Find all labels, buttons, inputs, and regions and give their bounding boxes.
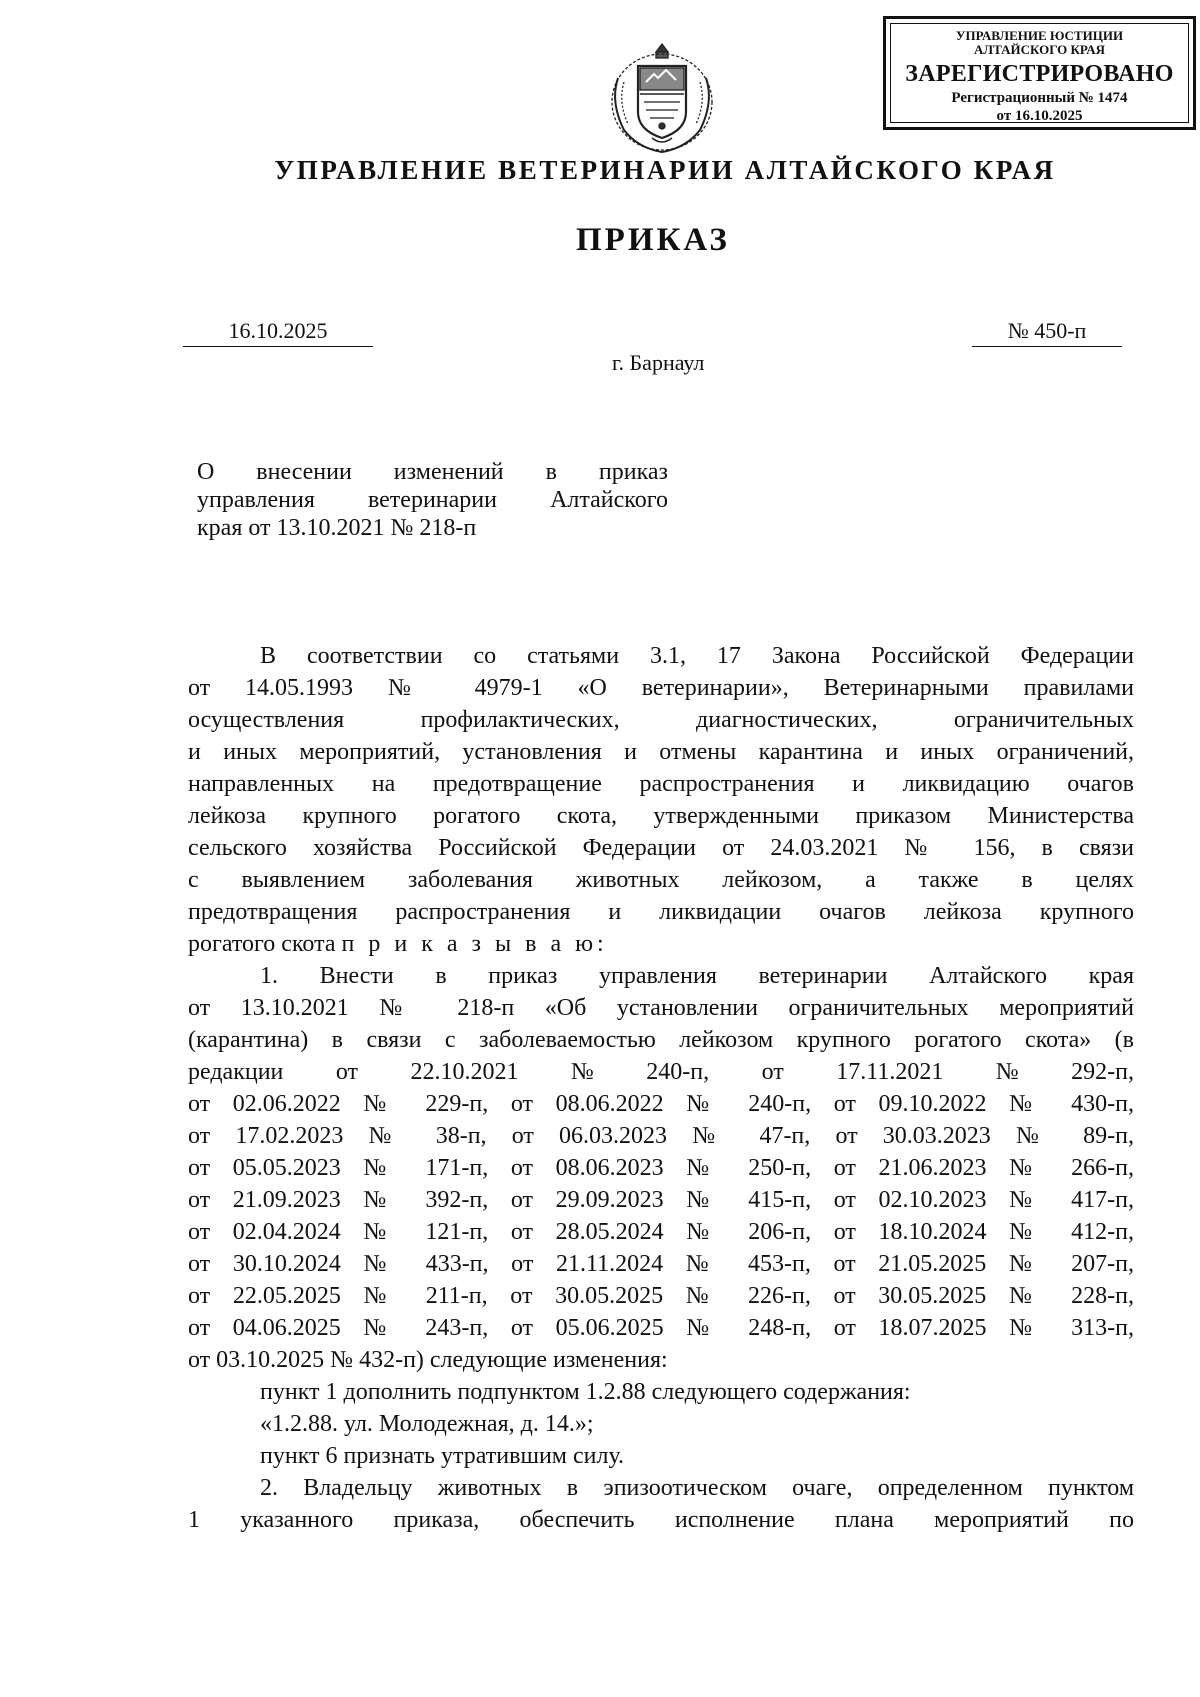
document-city: г. Барнаул [612, 350, 705, 375]
item2-line: 2. Владельцу животных в эпизоотическом очаге, определенном пунктом [260, 1475, 1134, 1501]
item1-redaction-line [188, 1056, 1134, 1088]
subject-line: управления ветеринарии Алтайского [197, 487, 668, 513]
document-number: № 450-п [972, 318, 1122, 347]
preamble-line: лейкоза крупного рогатого скота, утвержденными приказом Министерства [188, 803, 1134, 829]
redaction-token: 17.11.2021 [836, 1059, 944, 1085]
item2-line: 1 указанного приказа, обеспечить исполнение плана мероприятий по [188, 1507, 1134, 1533]
preamble-line: и иных мероприятий, установления и отмены карантина и иных ограничений, [188, 739, 1134, 765]
amendment-list-line: от 02.04.2024 № 121-п, от 28.05.2024 № 206-п, от 18.10.2024 № 412-п, [188, 1219, 1134, 1245]
organization-header [0, 155, 1200, 186]
redaction-token: № [570, 1059, 594, 1085]
redaction-token: 292-п, [1071, 1059, 1134, 1085]
stamp-registration-date: от 16.10.2025 [996, 108, 1083, 124]
preamble-line: с выявлением заболевания животных лейкозом, а также в целях [188, 867, 1134, 893]
preamble-last-prefix: рогатого скота [188, 931, 336, 957]
document-type-title: ПРИКАЗ [576, 222, 730, 258]
amendment-list-line: от 17.02.2023 № 38-п, от 06.03.2023 № 47-п, от 30.03.2023 № 89-п, [188, 1123, 1134, 1149]
item1-line: (карантина) в связи с заболеваемостью лейкозом крупного рогатого скота» (в [188, 1027, 1134, 1053]
preamble-last-line [188, 928, 1134, 960]
preamble-line: предотвращения распространения и ликвидации очагов лейкоза крупного [188, 899, 1134, 925]
order-keyword: п р и к а з ы в а ю: [341, 931, 608, 957]
amendment-list-line: от 21.09.2023 № 392-п, от 29.09.2023 № 415-п, от 02.10.2023 № 417-п, [188, 1187, 1134, 1213]
preamble-line: от 14.05.1993 № 4979-1 «О ветеринарии», Ветеринарными правилами [188, 675, 1134, 701]
subject-line: края от 13.10.2021 № 218-п [197, 515, 477, 541]
document-date: 16.10.2025 [183, 318, 373, 347]
document-body [188, 640, 1134, 1536]
redaction-token: 240-п, [646, 1059, 710, 1085]
stamp-registration-number: Регистрационный № 1474 [951, 90, 1128, 106]
altai-krai-coat-of-arms-icon [604, 38, 720, 156]
document-subject [197, 458, 668, 542]
amendment-list-last-line: от 03.10.2025 № 432-п) следующие изменения: [188, 1347, 668, 1373]
preamble-line: осуществления профилактических, диагностических, ограничительных [188, 707, 1134, 733]
preamble-line: направленных на предотвращение распространения и ликвидацию очагов [188, 771, 1134, 797]
subject-line: О внесении изменений в приказ [197, 459, 668, 485]
organization-name: УПРАВЛЕНИЕ ВЕТЕРИНАРИИ АЛТАЙСКОГО КРАЯ [274, 155, 1056, 185]
redaction-token: от [335, 1059, 359, 1085]
amendment-list-line: от 02.06.2022 № 229-п, от 08.06.2022 № 240-п, от 09.10.2022 № 430-п, [188, 1091, 1134, 1117]
preamble-line: В соответствии со статьями 3.1, 17 Закона Российской Федерации [260, 643, 1134, 669]
amendment-list-line: от 22.05.2025 № 211-п, от 30.05.2025 № 226-п, от 30.05.2025 № 228-п, [188, 1283, 1134, 1309]
item1-line: от 13.10.2021 № 218-п «Об установлении ограничительных мероприятий [188, 995, 1134, 1021]
stamp-registered-label: ЗАРЕГИСТРИРОВАНО [905, 61, 1174, 87]
change-1-line: пункт 1 дополнить подпунктом 1.2.88 следующего содержания: [260, 1379, 911, 1405]
item1-line: 1. Внести в приказ управления ветеринарии Алтайского края [260, 963, 1134, 989]
redaction-token: от [761, 1059, 784, 1085]
amendment-list-line: от 30.10.2024 № 433-п, от 21.11.2024 № 453-п, от 21.05.2025 № 207-п, [188, 1251, 1134, 1277]
redaction-token: 22.10.2021 [410, 1059, 519, 1085]
redaction-token: редакции [188, 1059, 284, 1085]
preamble-line: сельского хозяйства Российской Федерации от 24.03.2021 № 156, в связи [188, 835, 1134, 861]
change-2-line: пункт 6 признать утратившим силу. [260, 1443, 625, 1469]
amendment-list-line: от 04.06.2025 № 243-п, от 05.06.2025 № 248-п, от 18.07.2025 № 313-п, [188, 1315, 1134, 1341]
amendment-list-line: от 05.05.2023 № 171-п, от 08.06.2023 № 250-п, от 21.06.2023 № 266-п, [188, 1155, 1134, 1181]
stamp-inner-frame [890, 23, 1189, 123]
redaction-token: № [995, 1059, 1019, 1085]
registration-stamp [883, 16, 1196, 130]
stamp-authority-line1: УПРАВЛЕНИЕ ЮСТИЦИИ [955, 28, 1124, 43]
change-1-text: «1.2.88. ул. Молодежная, д. 14.»; [260, 1411, 594, 1437]
stamp-authority-line2: АЛТАЙСКОГО КРАЯ [974, 42, 1105, 57]
